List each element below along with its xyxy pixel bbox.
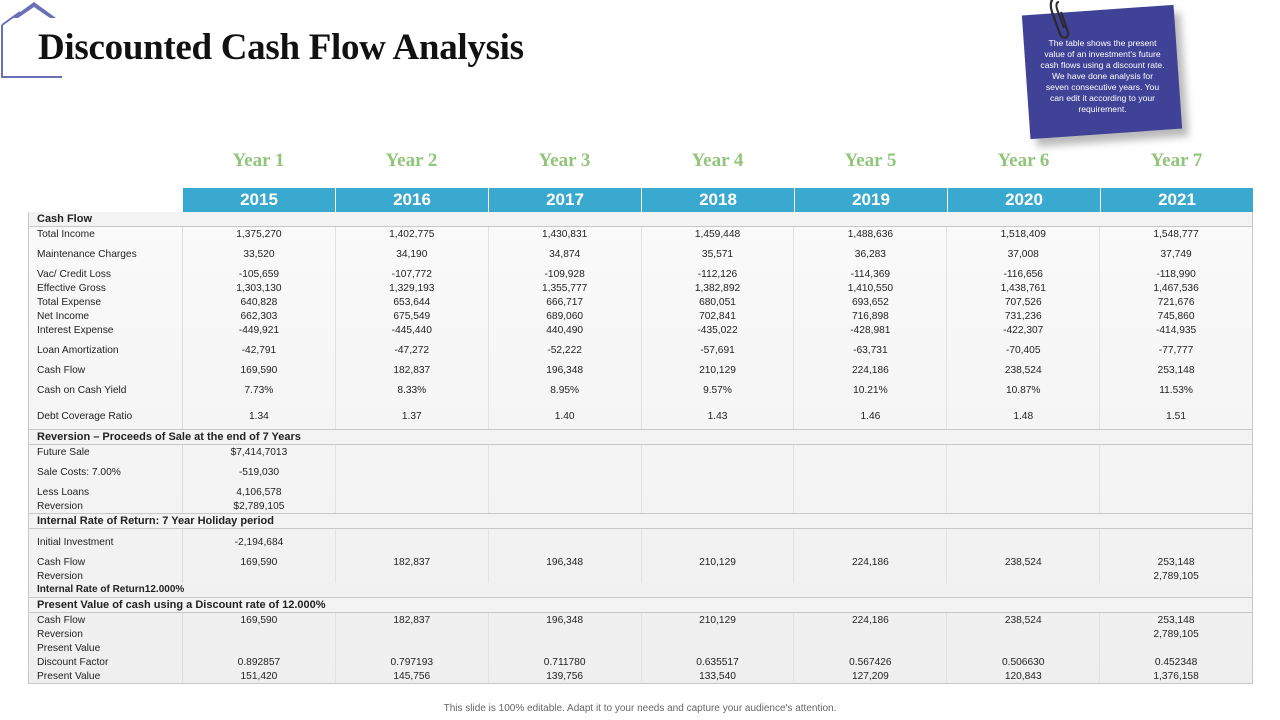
table-row [29, 337, 1252, 363]
year-labels [182, 150, 1253, 176]
table-row [29, 485, 1252, 499]
section-heading: Internal Rate of Return12.000% [37, 584, 185, 595]
page-title: Discounted Cash Flow Analysis [38, 27, 524, 68]
table-cell: 1.43 [641, 403, 794, 429]
table-cell: 8.33% [335, 377, 488, 403]
table-cell: 182,837 [335, 555, 488, 569]
table-cell: 1.34 [182, 403, 335, 429]
table-cell: 1.37 [335, 403, 488, 429]
table-cell: -116,656 [946, 267, 1099, 281]
table-cell: 640,828 [182, 295, 335, 309]
table-cell: 1,459,448 [641, 227, 794, 241]
table-cell: 1.40 [488, 403, 641, 429]
table-cell: -105,659 [182, 267, 335, 281]
table-row [29, 627, 1252, 641]
table-row [29, 241, 1252, 267]
table-cell: 0.797193 [335, 655, 488, 669]
table-cell: 120,843 [946, 669, 1099, 683]
table-body [28, 212, 1253, 684]
table-cell: 666,717 [488, 295, 641, 309]
table-cell: 1,488,636 [793, 227, 946, 241]
row-label: Cash on Cash Yield [37, 384, 127, 396]
table-cell: 1,410,550 [793, 281, 946, 295]
table-cell: 238,524 [946, 613, 1099, 627]
table-cell: 169,590 [182, 363, 335, 377]
table-cell [335, 627, 488, 641]
table-cell [946, 459, 1099, 485]
table-cell: 224,186 [793, 363, 946, 377]
table-cell: -63,731 [793, 337, 946, 363]
table-cell: 1,430,831 [488, 227, 641, 241]
table-cell [335, 445, 488, 459]
table-cell [641, 627, 794, 641]
header-year: 2019 [794, 188, 947, 212]
table-row [29, 655, 1252, 669]
table-cell: $2,789,105 [182, 499, 335, 513]
table-header [28, 188, 1253, 212]
table-cell: 0.635517 [641, 655, 794, 669]
table-row [29, 363, 1252, 377]
table-cell: 36,283 [793, 241, 946, 267]
table-cell: 2,789,105 [1099, 569, 1252, 583]
section-heading: Reversion – Proceeds of Sale at the end of 7 Years [29, 429, 1252, 445]
table-cell [1099, 641, 1252, 655]
row-label: Present Value [37, 642, 101, 654]
header-year: 2017 [488, 188, 641, 212]
table-cell [1099, 445, 1252, 459]
table-cell [946, 641, 1099, 655]
table-cell: 1,329,193 [335, 281, 488, 295]
table-cell: 196,348 [488, 363, 641, 377]
table-cell: -435,022 [641, 323, 794, 337]
table-row [29, 613, 1252, 627]
table-cell: 151,420 [182, 669, 335, 683]
table-cell: 139,756 [488, 669, 641, 683]
table-cell: 702,841 [641, 309, 794, 323]
table-cell [182, 641, 335, 655]
table-cell [946, 569, 1099, 583]
table-cell [335, 499, 488, 513]
table-cell: 1,303,130 [182, 281, 335, 295]
table-cell: 8.95% [488, 377, 641, 403]
table-cell: 731,236 [946, 309, 1099, 323]
table-row [29, 403, 1252, 429]
row-label: Maintenance Charges [37, 248, 137, 260]
header-year: 2018 [641, 188, 794, 212]
year-label: Year 3 [538, 150, 591, 171]
sticky-note-text: The table shows the present value of an investment's future cash flows using a discount rate. We have done analysis for seven consecutive years. You can edit it according to your requirement. [1040, 38, 1165, 114]
table-cell: -70,405 [946, 337, 1099, 363]
row-label: Reversion [37, 500, 83, 512]
table-cell: -445,440 [335, 323, 488, 337]
table-row [29, 309, 1252, 323]
row-label: Sale Costs: 7.00% [37, 466, 121, 478]
row-label: Effective Gross [37, 282, 106, 294]
table-cell: 34,874 [488, 241, 641, 267]
table-cell: 127,209 [793, 669, 946, 683]
table-cell [488, 485, 641, 499]
table-cell: 182,837 [335, 363, 488, 377]
table-cell: 253,148 [1099, 555, 1252, 569]
table-cell: 1.51 [1099, 403, 1252, 429]
table-cell: 196,348 [488, 555, 641, 569]
table-cell [488, 445, 641, 459]
table-cell: 680,051 [641, 295, 794, 309]
table-cell: 1.48 [946, 403, 1099, 429]
table-cell [641, 529, 794, 555]
table-cell: 662,303 [182, 309, 335, 323]
row-label: Total Income [37, 228, 95, 240]
table-cell: 9.57% [641, 377, 794, 403]
table-row [29, 641, 1252, 655]
row-label: Loan Amortization [37, 344, 119, 356]
table-cell [182, 569, 335, 583]
table-cell: -414,935 [1099, 323, 1252, 337]
table-cell [641, 459, 794, 485]
table-cell: 169,590 [182, 613, 335, 627]
header-year: 2021 [1100, 188, 1253, 212]
table-cell [946, 499, 1099, 513]
table-cell: -519,030 [182, 459, 335, 485]
table-cell: 1,375,270 [182, 227, 335, 241]
table-row [29, 295, 1252, 309]
table-cell: -112,126 [641, 267, 794, 281]
table-cell [335, 459, 488, 485]
table-cell: 37,749 [1099, 241, 1252, 267]
table-cell: -422,307 [946, 323, 1099, 337]
row-label: Vac/ Credit Loss [37, 268, 111, 280]
table-row [29, 281, 1252, 295]
table-cell: 210,129 [641, 555, 794, 569]
table-cell [793, 459, 946, 485]
table-cell: 0.506630 [946, 655, 1099, 669]
dcf-table [28, 188, 1253, 684]
year-label: Year 6 [997, 150, 1050, 171]
table-cell: 745,860 [1099, 309, 1252, 323]
table-row [29, 459, 1252, 485]
table-cell: $7,414,7013 [182, 445, 335, 459]
year-label: Year 5 [844, 150, 897, 171]
table-cell: 1,402,775 [335, 227, 488, 241]
table-cell: 440,490 [488, 323, 641, 337]
table-cell: 253,148 [1099, 363, 1252, 377]
table-cell [793, 445, 946, 459]
table-cell [946, 529, 1099, 555]
year-label: Year 2 [385, 150, 438, 171]
table-cell: 11.53% [1099, 377, 1252, 403]
section-heading: Present Value of cash using a Discount rate of 12.000% [29, 597, 1252, 613]
row-label: Cash Flow [37, 364, 86, 376]
row-label: Interest Expense [37, 324, 114, 336]
table-cell [793, 499, 946, 513]
table-row [29, 267, 1252, 281]
row-label: Less Loans [37, 486, 90, 498]
table-cell: 34,190 [335, 241, 488, 267]
table-cell [641, 499, 794, 513]
table-cell: 0.567426 [793, 655, 946, 669]
row-label: Net Income [37, 310, 90, 322]
row-label: Reversion [37, 570, 83, 582]
table-cell [1099, 485, 1252, 499]
table-cell [488, 499, 641, 513]
table-cell: 238,524 [946, 363, 1099, 377]
section-heading: Cash Flow [29, 212, 1252, 227]
table-cell [335, 569, 488, 583]
header-year: 2020 [947, 188, 1100, 212]
row-label: Cash Flow [37, 556, 86, 568]
table-cell: 0.452348 [1099, 655, 1252, 669]
table-cell: 253,148 [1099, 613, 1252, 627]
table-cell [946, 445, 1099, 459]
table-cell: -449,921 [182, 323, 335, 337]
year-label: Year 7 [1150, 150, 1203, 171]
table-cell: 33,520 [182, 241, 335, 267]
table-cell: 145,756 [335, 669, 488, 683]
table-cell: 169,590 [182, 555, 335, 569]
table-cell: 7.73% [182, 377, 335, 403]
table-cell: -114,369 [793, 267, 946, 281]
table-cell [793, 641, 946, 655]
table-cell: 1,518,409 [946, 227, 1099, 241]
paperclip-icon [1046, 0, 1078, 40]
table-row [29, 445, 1252, 459]
table-cell: -109,928 [488, 267, 641, 281]
table-cell: 10.87% [946, 377, 1099, 403]
table-row [29, 323, 1252, 337]
table-cell [488, 459, 641, 485]
row-label: Reversion [37, 628, 83, 640]
table-cell [335, 641, 488, 655]
footer-note: This slide is 100% editable. Adapt it to your needs and capture your audience's attention. [443, 703, 837, 714]
table-cell [793, 569, 946, 583]
table-cell: 1,467,536 [1099, 281, 1252, 295]
table-cell: 693,652 [793, 295, 946, 309]
table-cell: 224,186 [793, 555, 946, 569]
table-cell: 210,129 [641, 613, 794, 627]
table-cell: 721,676 [1099, 295, 1252, 309]
table-cell [488, 627, 641, 641]
table-cell: 1,438,761 [946, 281, 1099, 295]
table-row [29, 377, 1252, 403]
header-year: 2015 [182, 188, 335, 212]
row-label: Initial Investment [37, 536, 114, 548]
table-cell [641, 641, 794, 655]
table-row [29, 569, 1252, 583]
table-cell: 10.21% [793, 377, 946, 403]
table-cell [335, 485, 488, 499]
row-label: Cash Flow [37, 614, 86, 626]
table-cell [641, 485, 794, 499]
table-cell: -52,222 [488, 337, 641, 363]
table-cell [182, 627, 335, 641]
table-cell: 1,376,158 [1099, 669, 1252, 683]
table-cell: -2,194,684 [182, 529, 335, 555]
table-cell: 2,789,105 [1099, 627, 1252, 641]
table-cell [793, 627, 946, 641]
table-cell [946, 627, 1099, 641]
row-label: Total Expense [37, 296, 101, 308]
table-row [29, 529, 1252, 555]
table-cell: 1,548,777 [1099, 227, 1252, 241]
year-label: Year 1 [232, 150, 285, 171]
table-cell [946, 485, 1099, 499]
table-cell: -42,791 [182, 337, 335, 363]
table-row [29, 555, 1252, 569]
table-cell: -77,777 [1099, 337, 1252, 363]
table-cell: 35,571 [641, 241, 794, 267]
table-cell: -118,990 [1099, 267, 1252, 281]
table-cell [335, 529, 488, 555]
table-row [29, 499, 1252, 513]
table-cell: -57,691 [641, 337, 794, 363]
table-cell: 707,526 [946, 295, 1099, 309]
table-cell: 37,008 [946, 241, 1099, 267]
table-cell [488, 569, 641, 583]
row-label: Future Sale [37, 446, 90, 458]
row-label: Present Value [37, 670, 101, 682]
table-cell: 238,524 [946, 555, 1099, 569]
table-cell: 1.46 [793, 403, 946, 429]
table-cell: 689,060 [488, 309, 641, 323]
table-cell: 182,837 [335, 613, 488, 627]
table-cell [1099, 529, 1252, 555]
table-cell [1099, 459, 1252, 485]
table-cell: 1,355,777 [488, 281, 641, 295]
section-heading: Internal Rate of Return: 7 Year Holiday period [29, 513, 1252, 529]
table-cell: 210,129 [641, 363, 794, 377]
table-cell: 675,549 [335, 309, 488, 323]
table-cell [1099, 499, 1252, 513]
table-row [29, 227, 1252, 241]
year-label: Year 4 [691, 150, 744, 171]
header-year: 2016 [335, 188, 488, 212]
table-cell: 4,106,578 [182, 485, 335, 499]
row-label: Debt Coverage Ratio [37, 410, 133, 422]
table-cell: 0.892857 [182, 655, 335, 669]
table-cell [488, 641, 641, 655]
table-cell: -47,272 [335, 337, 488, 363]
table-cell [641, 569, 794, 583]
table-cell [793, 529, 946, 555]
table-cell [793, 485, 946, 499]
table-cell: 716,898 [793, 309, 946, 323]
table-row [29, 669, 1252, 683]
table-cell: -428,981 [793, 323, 946, 337]
table-cell: 133,540 [641, 669, 794, 683]
table-cell: 653,644 [335, 295, 488, 309]
table-cell [488, 529, 641, 555]
table-cell: 1,382,892 [641, 281, 794, 295]
row-label: Discount Factor [37, 656, 109, 668]
table-cell: 0.711780 [488, 655, 641, 669]
table-cell: -107,772 [335, 267, 488, 281]
table-cell: 196,348 [488, 613, 641, 627]
table-cell [641, 445, 794, 459]
table-cell: 224,186 [793, 613, 946, 627]
